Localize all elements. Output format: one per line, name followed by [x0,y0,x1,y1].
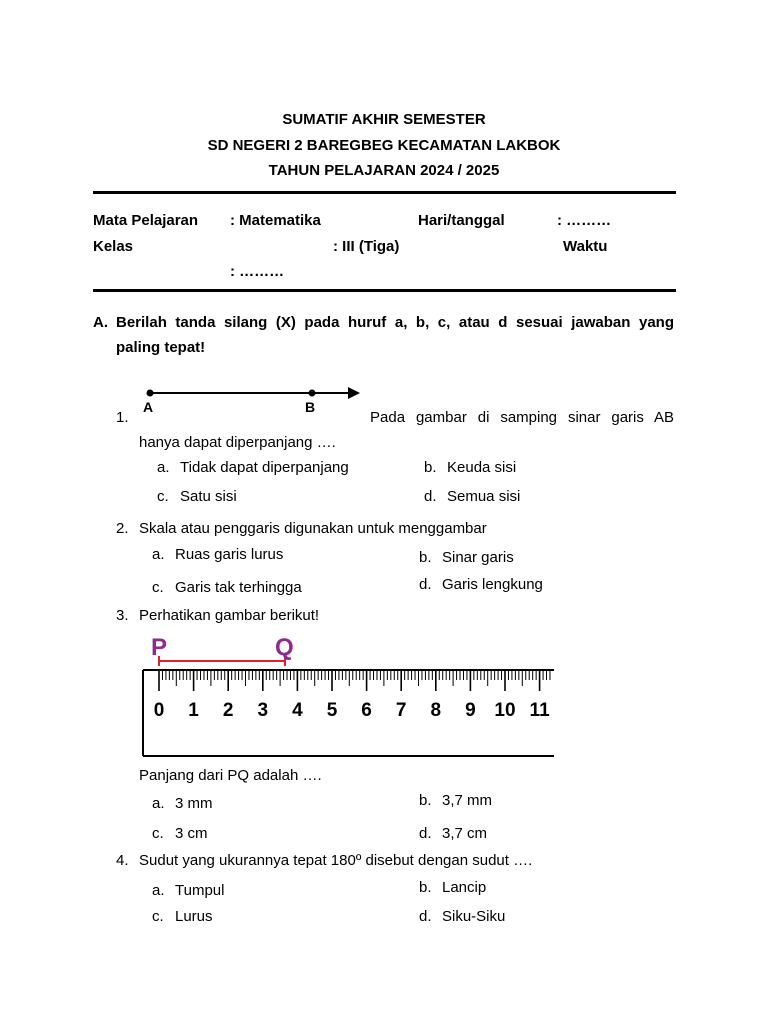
label-p: P [151,634,168,661]
q1-text-a: Pada gambar di samping sinar garis AB [370,409,674,426]
day-label: Hari/tanggal [418,212,505,229]
q2-number: 2. [116,520,129,537]
q3-question: Panjang dari PQ adalah …. [139,767,322,784]
q3-option-a: 3 mm [175,795,213,812]
ruler-number: 1 [188,700,199,721]
q3-option-b-letter: b. [419,792,432,809]
subject-value: : Matematika [230,212,321,229]
q2-option-d: Garis lengkung [442,576,543,593]
q1-option-a-letter: a. [157,459,170,476]
q4-number: 4. [116,852,129,869]
q4-option-b: Lancip [442,879,487,896]
q1-number: 1. [116,409,129,426]
q2-text: Skala atau penggaris digunakan untuk menggambar [139,520,487,537]
title-line-1: SUMATIF AKHIR SEMESTER [282,111,486,128]
ruler-number: 6 [361,700,372,721]
q4-option-b-letter: b. [419,879,432,896]
ruler-number: 3 [257,700,269,721]
title-line-2: SD NEGERI 2 BAREGBEG KECAMATAN LAKBOK [207,137,561,154]
q3-option-c-letter: c. [152,825,164,842]
q1-option-b: Keuda sisi [447,459,517,476]
info-divider [93,289,676,292]
time-label: Waktu [563,238,608,255]
instruction-line-1: Berilah tanda silang (X) pada huruf a, b, c, atau d sesuai jawaban yang [116,314,674,331]
class-label: Kelas [93,238,134,255]
time-value: : ……… [230,263,285,280]
ruler-number: 0 [153,700,165,721]
ruler-number: 11 [529,700,550,721]
point-b [309,390,316,397]
q2-option-a-letter: a. [152,546,165,563]
q2-option-b-letter: b. [419,549,432,566]
q4-option-d: Siku-Siku [442,908,506,925]
ray-arrowhead [348,387,360,399]
ruler-number: 2 [222,700,234,721]
q3-option-c: 3 cm [175,825,208,842]
q2-option-a: Ruas garis lurus [175,546,284,563]
ruler-number: 10 [494,700,516,721]
label-b: B [305,399,316,415]
q2-option-d-letter: d. [419,576,432,593]
q2-option-c-letter: c. [152,579,164,596]
ruler-number: 8 [430,700,442,721]
q1-option-a: Tidak dapat diperpanjang [180,459,349,476]
q4-option-c-letter: c. [152,908,164,925]
ruler-numbers [154,700,550,721]
q3-option-b: 3,7 mm [442,792,493,809]
q4-option-a-letter: a. [152,882,165,899]
subject-label: Mata Pelajaran [93,212,199,229]
class-value: : III (Tiga) [333,238,400,255]
q3-text: Perhatikan gambar berikut! [139,607,320,624]
q1-option-d: Semua sisi [447,488,521,505]
header-divider [93,191,676,194]
day-value: : ……… [557,212,612,229]
q2-option-b: Sinar garis [442,549,514,566]
label-a: A [143,399,154,415]
q4-option-a: Tumpul [175,882,225,899]
ruler-ticks [159,671,550,691]
q4-option-d-letter: d. [419,908,432,925]
q2-option-c: Garis tak terhingga [175,579,302,596]
q1-text-b: hanya dapat diperpanjang …. [139,434,336,451]
q3-option-a-letter: a. [152,795,165,812]
label-q: Q [275,634,294,661]
q1-option-c: Satu sisi [180,488,237,505]
q4-option-c: Lurus [175,908,213,925]
ruler-number: 7 [395,700,407,721]
q3-option-d-letter: d. [419,825,432,842]
ruler-figure [140,630,554,758]
q3-number: 3. [116,607,129,624]
title-line-3: TAHUN PELAJARAN 2024 / 2025 [268,162,500,179]
ray-figure [140,382,370,416]
q1-option-b-letter: b. [424,459,437,476]
ruler-number: 5 [326,700,338,721]
q1-option-c-letter: c. [157,488,169,505]
ruler-number: 9 [465,700,476,721]
point-a [147,390,154,397]
q1-option-d-letter: d. [424,488,437,505]
q4-text: Sudut yang ukurannya tepat 180º disebut dengan sudut …. [139,852,533,869]
ruler-number: 4 [292,700,303,721]
q3-option-d: 3,7 cm [442,825,488,842]
instruction-line-2: paling tepat! [116,339,206,356]
section-marker: A. [93,314,108,331]
